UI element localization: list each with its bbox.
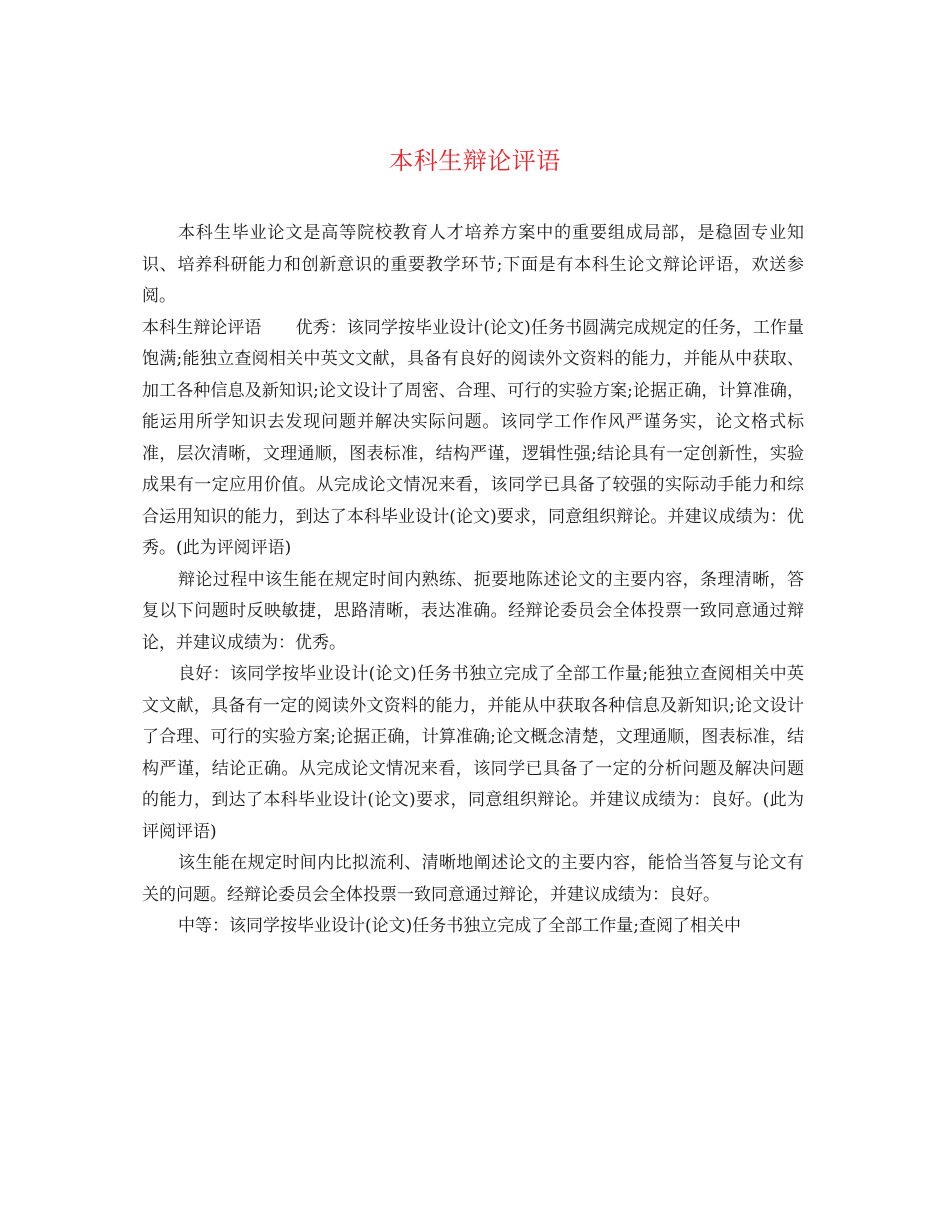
excellent-defense-paragraph: 辩论过程中该生能在规定时间内熟练、扼要地陈述论文的主要内容，条理清晰，答复以下问题时反映敏捷，思路清晰，表达准确。经辩论委员会全体投票一致同意通过辩论，并建议成绩为：优秀。 [142,569,804,653]
document-title: 本科生辩论评语 [389,147,561,175]
medium-review-paragraph: 中等：该同学按毕业设计(论文)任务书独立完成了全部工作量;查阅了相关中 [178,916,741,936]
section-heading: 本科生辩论评语 [142,317,262,338]
excellent-review-paragraph [142,313,804,565]
document-body [142,218,804,943]
good-defense-paragraph: 该生能在规定时间内比拟流利、清晰地阐述论文的主要内容，能恰当答复与论文有关的问题。经辩论委员会全体投票一致同意通过辩论，并建议成绩为：良好。 [142,853,804,905]
intro-paragraph: 本科生毕业论文是高等院校教育人才培养方案中的重要组成局部，是稳固专业知识、培养科研能力和创新意识的重要教学环节;下面是有本科生论文辩论评语，欢送参阅。 [142,223,804,306]
good-review-paragraph: 良好：该同学按毕业设计(论文)任务书独立完成了全部工作量;能独立查阅相关中英文文献，具备有一定的阅读外文资料的能力，并能从中获取各种信息及新知识;论文设计了合理、可行的实验方案;论据正确，计算准确;论文概念清楚，文理通顺，图表标准，结构严谨，结论正确。从完成论文情况来看，该同学已具备了一定的分析问题及解决问题的能力，到达了本科毕业设计(论文)要求，同意组织辩论。并建议成绩为：良好。(此为评阅评语) [142,664,804,842]
excellent-review-text: 优秀：该同学按毕业设计(论文)任务书圆满完成规定的任务，工作量饱满;能独立查阅相关中英文文献，具备有良好的阅读外文资料的能力，并能从中获取、加工各种信息及新知识;论文设计了周密、合理、可行的实验方案;论据正确，计算准确，能运用所学知识去发现问题并解决实际问题。该同学工作作风严谨务实，论文格式标准，层次清晰，文理通顺，图表标准，结构严谨，逻辑性强;结论具有一定创新性，实验成果有一定应用价值。从完成论文情况来看，该同学已具备了较强的实际动手能力和综合运用知识的能力，到达了本科毕业设计(论文)要求，同意组织辩论。并建议成绩为：优秀。(此为评阅评语) [142,317,805,558]
